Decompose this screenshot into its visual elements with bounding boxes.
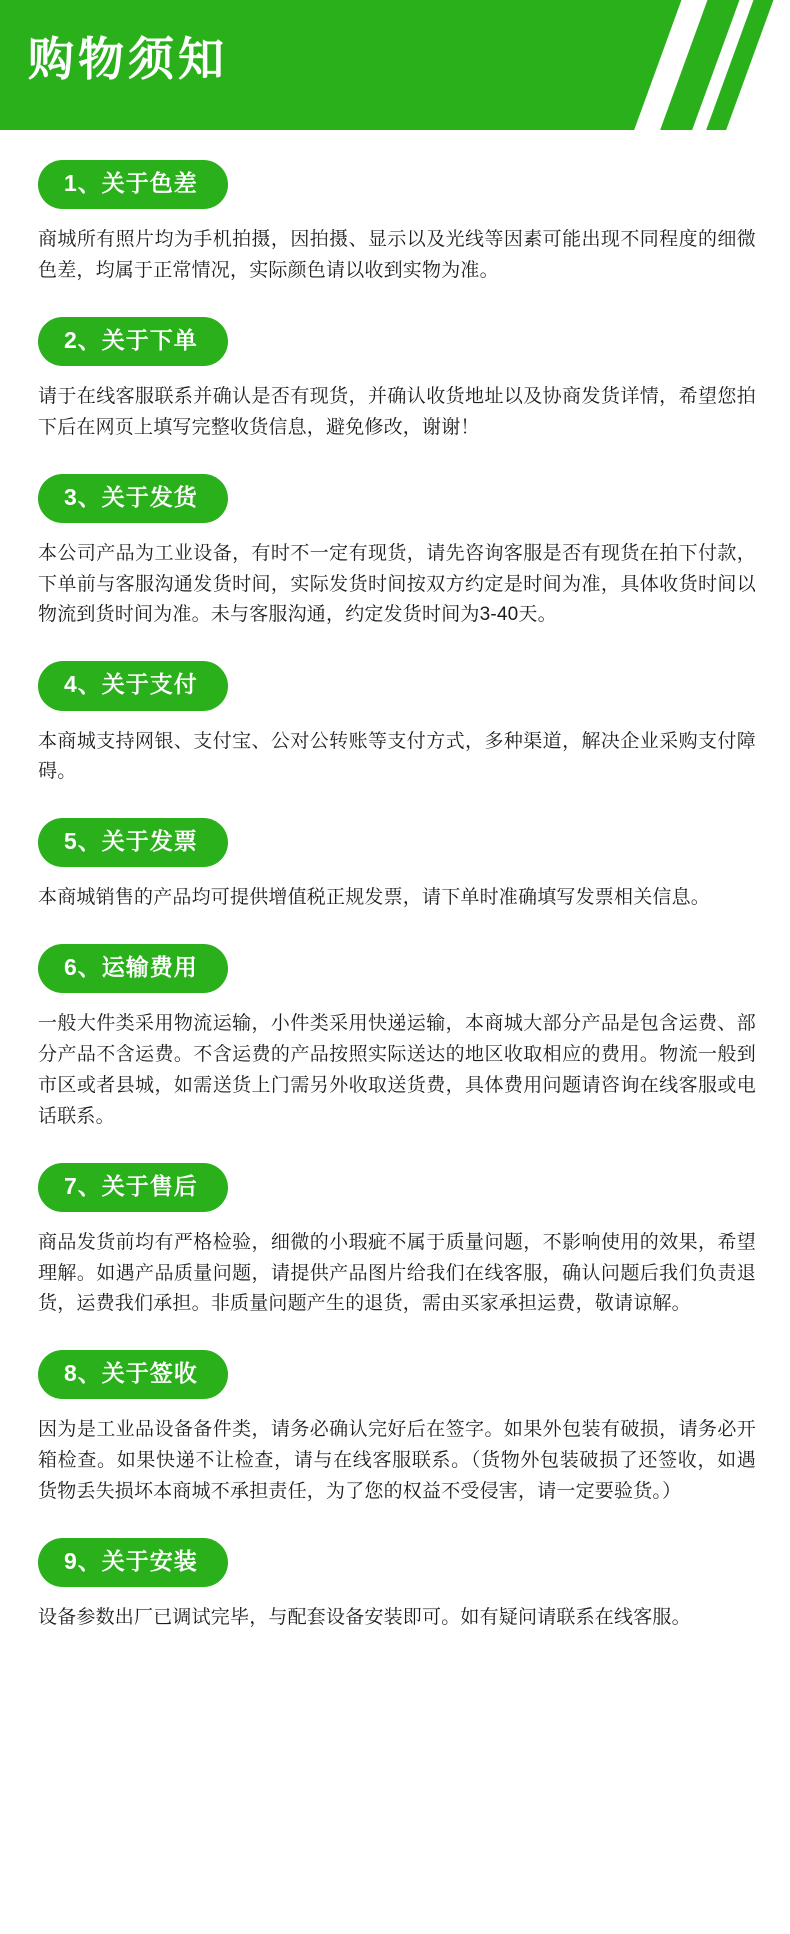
section-heading-badge: 8、关于签收 xyxy=(38,1350,228,1399)
notice-section-6 xyxy=(0,914,790,1132)
notice-section-9 xyxy=(0,1508,790,1634)
section-body-text: 商品发货前均有严格检验，细微的小瑕疵不属于质量问题，不影响使用的效果，希望理解。如遇产品质量问题，请提供产品图片给我们在线客服，确认问题后我们负责退货，运费我们承担。非质量问题产生的退货，需由买家承担运费，敬请谅解。 xyxy=(38,1231,756,1315)
notice-section-3 xyxy=(0,444,790,632)
notice-section-8 xyxy=(0,1320,790,1508)
section-body-text: 本商城销售的产品均可提供增值税正规发票，请下单时准确填写发票相关信息。 xyxy=(38,887,711,909)
section-body-text: 设备参数出厂已调试完毕，与配套设备安装即可。如有疑问请联系在线客服。 xyxy=(38,1606,691,1628)
section-heading-badge: 6、运输费用 xyxy=(38,944,228,993)
page-title: 购物须知 xyxy=(28,33,228,85)
section-body-text: 因为是工业品设备备件类，请务必确认完好后在签字。如果外包装有破损，请务必开箱检查。如果快递不让检查，请与在线客服联系。（货物外包装破损了还签收，如遇货物丢失损坏本商城不承担责任，为了您的权益不受侵害，请一定要验货。） xyxy=(38,1419,756,1502)
section-body-text: 请于在线客服联系并确认是否有现货，并确认收货地址以及协商发货详情，希望您拍下后在网页上填写完整收货信息，避免修改，谢谢！ xyxy=(38,386,756,438)
section-heading-badge: 4、关于支付 xyxy=(38,661,228,710)
section-heading-badge: 3、关于发货 xyxy=(38,474,228,523)
section-heading-badge: 1、关于色差 xyxy=(38,160,228,209)
section-heading-badge: 5、关于发票 xyxy=(38,818,228,867)
notice-section-7 xyxy=(0,1133,790,1321)
section-body-text: 一般大件类采用物流运输，小件类采用快递运输，本商城大部分产品是包含运费、部分产品不含运费。不含运费的产品按照实际送达的地区收取相应的费用。物流一般到市区或者县城，如需送货上门需另外收取送货费，具体费用问题请咨询在线客服或电话联系。 xyxy=(38,1013,756,1127)
notice-section-2 xyxy=(0,287,790,444)
notice-section-4 xyxy=(0,631,790,788)
page-header-banner xyxy=(0,0,790,130)
notice-section-1 xyxy=(0,130,790,287)
section-body-text: 本公司产品为工业设备，有时不一定有现货，请先咨询客服是否有现货在拍下付款，下单前与客服沟通发货时间，实际发货时间按双方约定是时间为准，具体收货时间以物流到货时间为准。未与客服沟通，约定发货时间为3-40天。 xyxy=(38,542,756,626)
section-body-text: 商城所有照片均为手机拍摄，因拍摄、显示以及光线等因素可能出现不同程度的细微色差，均属于正常情况，实际颜色请以收到实物为准。 xyxy=(38,229,756,282)
section-heading-badge: 7、关于售后 xyxy=(38,1163,228,1212)
section-body-text: 本商城支持网银、支付宝、公对公转账等支付方式，多种渠道，解决企业采购支付障碍。 xyxy=(38,730,756,783)
notice-section-5 xyxy=(0,788,790,914)
section-heading-badge: 2、关于下单 xyxy=(38,317,228,366)
section-heading-badge: 9、关于安装 xyxy=(38,1538,228,1587)
